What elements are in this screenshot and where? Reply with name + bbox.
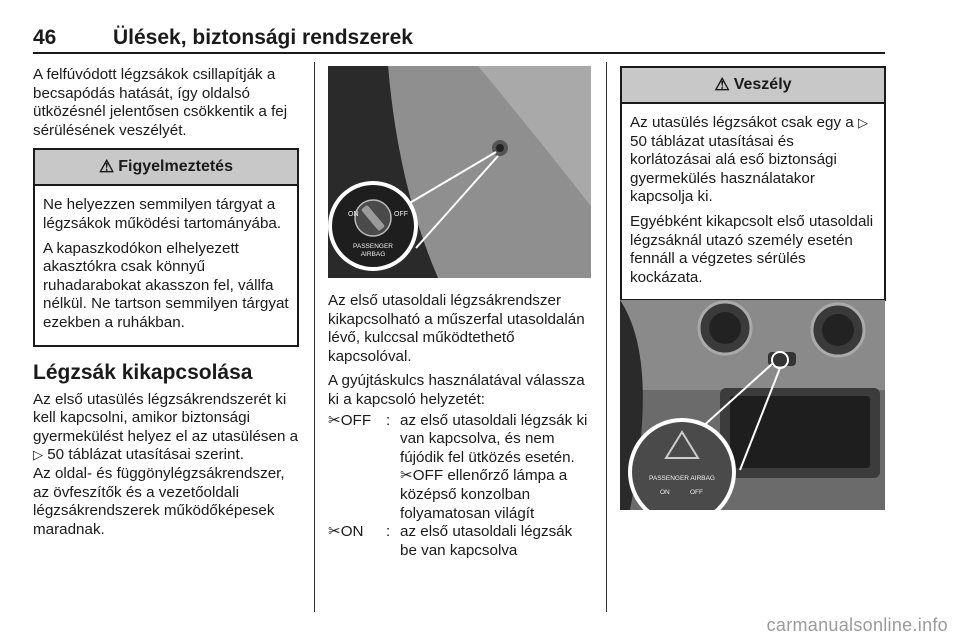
list-value-off-lamp: OFF ellenőrző lámpa a középső konzolban folyamatosan világít: [400, 467, 568, 522]
page-title: Ülések, biztonsági rendszerek: [113, 26, 413, 49]
danger-box: [620, 66, 886, 301]
page-ref-arrow-icon: ▷: [857, 115, 868, 130]
dashboard-switch-image: [328, 66, 591, 278]
danger-title: Veszély: [733, 75, 792, 93]
section-title: Légzsák kikapcsolása: [33, 360, 253, 384]
dashboard-switch-illustration: [328, 66, 591, 278]
column-divider-1: [314, 62, 315, 612]
image-caption: Az első utasoldali légzsákrendszer kikapcsolható a műszerfal utasoldalán lévő, kulccsal működtethető kapcsolóval.: [328, 292, 585, 365]
danger-paragraph-1: Az utasülés légzsákot csak egy a ▷ 50 táblázat utasításai és korlátozásai alá eső biztonsági gyermekülés használatakor kapcsolja ki.: [630, 114, 868, 206]
airbag-off-indicator-icon: ✂: [400, 467, 413, 485]
list-value-off: az első utasoldali légzsák ki van kapcsolva, és nem fújódik fel ütközés esetén.: [400, 411, 588, 466]
danger-paragraph-2: Egyébként kikapcsolt első utasoldali légzsáknál utazó személy esetén fennáll a végzetes sérülés kockázata.: [630, 212, 874, 286]
page-number: 46: [33, 26, 57, 49]
intro-paragraph: A felfúvódott légzsákok csillapítják a becsapódás hatását, így oldalsó ütközésnél jelentősen csökkentik a fej sérülésének veszélyét.: [33, 66, 288, 139]
page-ref-link[interactable]: 50 táblázat utasításai szerint.: [47, 446, 244, 464]
page-ref-arrow-icon: ▷: [33, 447, 43, 463]
warning-box: [33, 148, 299, 346]
airbag-off-icon: ✂: [328, 411, 341, 429]
list-separator: :: [386, 523, 391, 541]
switch-label-off: OFF: [394, 211, 408, 218]
list-item-off: [328, 412, 592, 524]
column-1: [33, 66, 299, 545]
switch-label-passenger: PASSENGER: [353, 243, 393, 250]
warning-triangle-icon: ⚠: [99, 157, 115, 177]
column-divider-2: [606, 62, 607, 612]
section-paragraph-1: Az első utasülés légzsákrendszerét ki kell kapcsolni, amikor biztonsági gyermekülést helyez el az utasülésen a ▷ 50 táblázat utasításai szerint.: [33, 390, 299, 464]
airbag-on-icon: ✂: [328, 523, 341, 541]
list-key-on: ON: [340, 523, 364, 541]
switch-position-list: [328, 412, 592, 561]
console-indicator-illustration: [620, 300, 885, 510]
warning-header: [35, 150, 297, 186]
console-indicator-image: [620, 300, 885, 510]
warning-title: Figyelmeztetés: [118, 158, 233, 176]
watermark: carmanualsonline.info: [766, 615, 948, 635]
column-2: [328, 292, 592, 560]
instruction-paragraph: A gyújtáskulcs használatával válassza ki a kapcsoló helyzetét:: [328, 372, 585, 408]
list-separator: :: [386, 411, 391, 429]
console-label-passenger-airbag: PASSENGER AIRBAG: [649, 475, 715, 482]
warning-paragraph-2: A kapaszkodókon elhelyezett akasztókra csak könnyű ruhadarabokat akasszon fel, vállfa nélkül. Ne tartson semmilyen tárgyat ezekben a ruhákban.: [43, 239, 289, 331]
section-paragraph-2: Az oldal- és függönylégzsákrendszer, az övfeszítők és a vezetőoldali légzsákrendszerek működőképesek maradnak.: [33, 464, 285, 538]
warning-paragraph-1: Ne helyezzen semmilyen tárgyat a légzsákok működési tartományába.: [43, 196, 282, 232]
list-value-on: az első utasoldali légzsák be van kapcsolva: [400, 523, 573, 559]
console-label-on: ON: [660, 489, 670, 496]
switch-label-airbag: AIRBAG: [360, 251, 386, 258]
warning-triangle-icon: ⚠: [714, 74, 730, 94]
console-label-off: OFF: [690, 489, 703, 496]
column-3: [620, 66, 886, 301]
page-header: [33, 22, 885, 54]
danger-header: [622, 68, 884, 104]
page-ref-link[interactable]: 50 táblázat utasításai és korlátozásai alá eső biztonsági gyermekülés használatakor kapcsolja ki.: [630, 132, 837, 206]
list-item-on: [328, 523, 592, 560]
list-key-off: OFF: [340, 411, 372, 429]
switch-label-on: ON: [348, 211, 359, 218]
